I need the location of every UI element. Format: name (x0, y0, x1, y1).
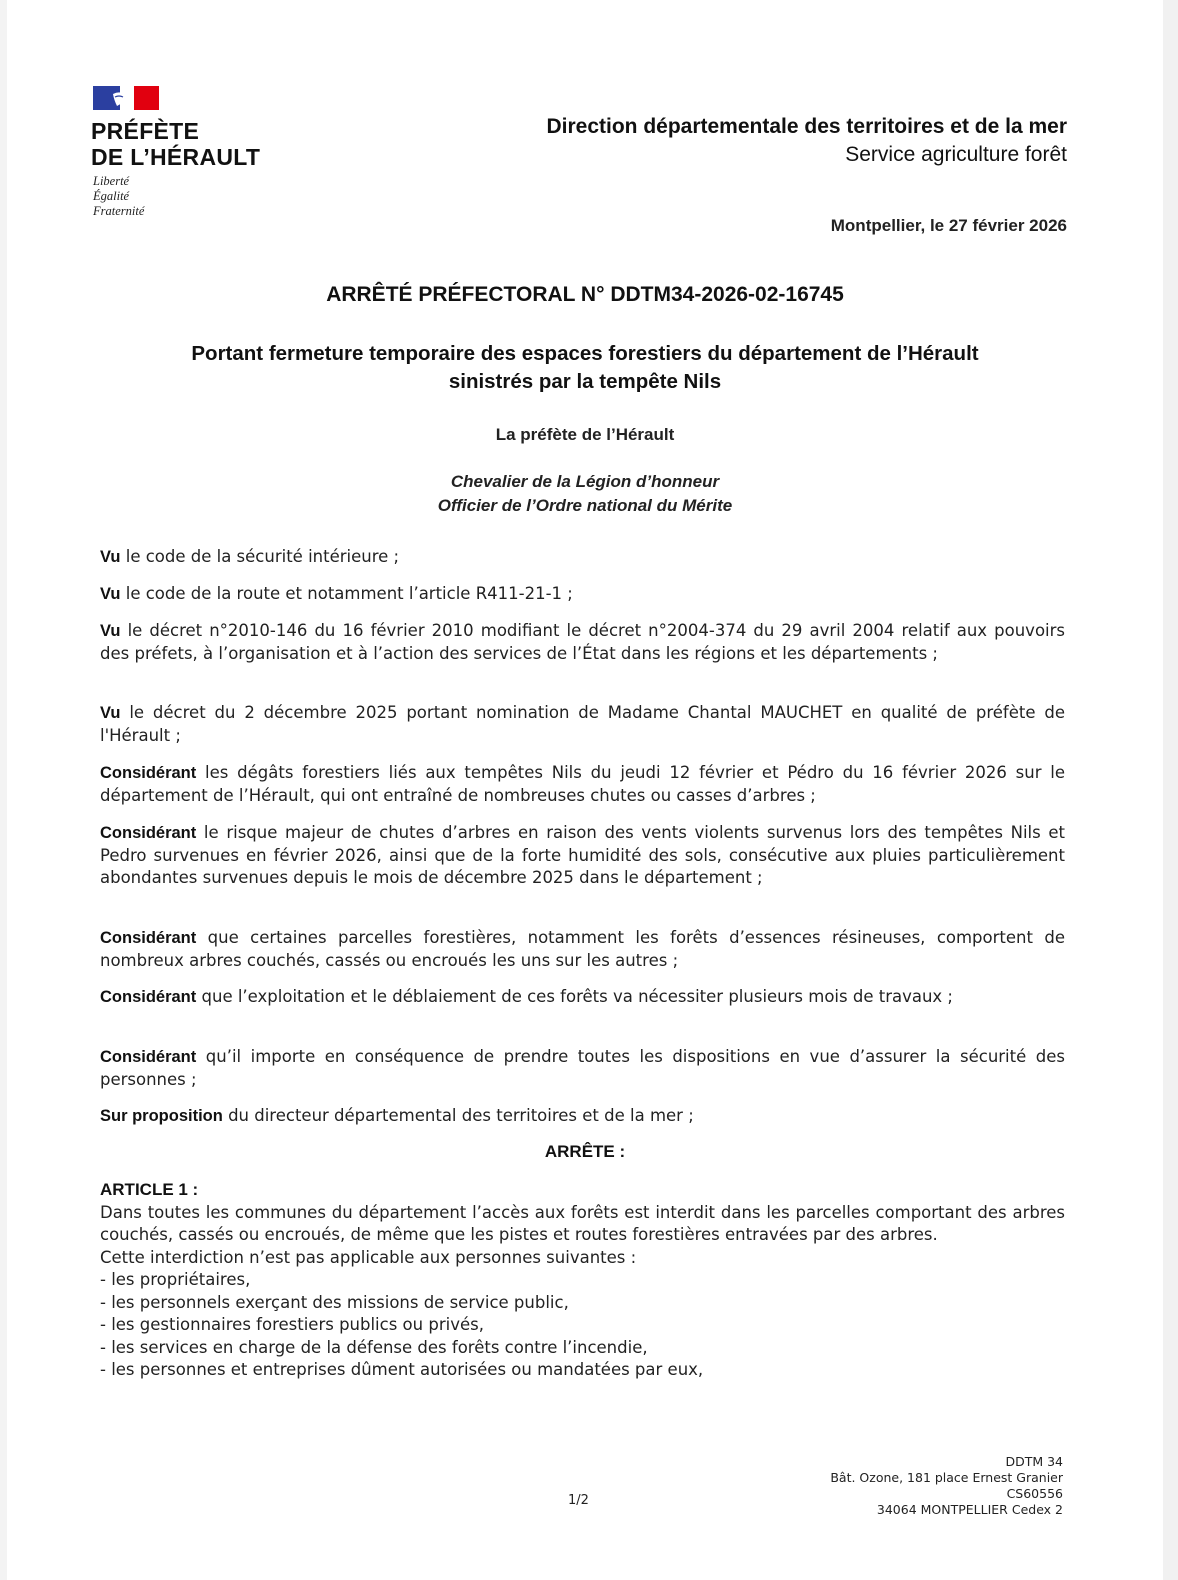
document-page (7, 0, 1163, 1580)
considerant-4: Considérant que l’exploitation et le déblaiement de ces forêts va nécessiter plusieurs mois de travaux ; (100, 987, 953, 1006)
page-edge (1163, 0, 1178, 1580)
article-1-title: ARTICLE 1 : (100, 1180, 199, 1199)
arrete-heading: ARRÊTE : (544, 1142, 626, 1161)
visa-1: Vu le code de la sécurité intérieure ; (100, 547, 400, 566)
exceptions-list (100, 1247, 1065, 1382)
page-number: 1/2 (568, 1493, 589, 1508)
footer-address: DDTM 34 Bât. Ozone, 181 place Ernest Granier CS60556 34064 MONTPELLIER Cedex 2 (830, 1454, 1063, 1517)
considerant-5: Considérant qu’il importe en conséquence de prendre toutes les dispositions en vue d’assurer la sécurité des personnes ; (100, 1047, 1065, 1089)
visa-3: Vu le décret n°2010-146 du 16 février 2010 modifiant le décret n°2004-374 du 29 avril 2004 relatif aux pouvoirs des préfets, à l’organisation et à l’action des services de l’État dans les régions et les départements ; (100, 621, 1065, 663)
list-item: - les services en charge de la défense des forêts contre l’incendie, (100, 1337, 648, 1357)
considerant-1: Considérant les dégâts forestiers liés aux tempêtes Nils du jeudi 12 février et Pédro du 16 février 2026 sur le département de l’Hérault, qui ont entraîné de nombreuses chutes ou casses d’arbres ; (100, 763, 1065, 805)
decree-subtitle: Portant fermeture temporaire des espaces forestiers du département de l’Hérault sinistrés par la tempête Nils (191, 342, 979, 393)
proposal: Sur proposition du directeur départemental des territoires et de la mer ; (100, 1106, 694, 1125)
list-item: - les personnels exerçant des missions de service public, (100, 1292, 569, 1312)
authority: La préfète de l’Hérault (495, 425, 675, 444)
decree-title: ARRÊTÉ PRÉFECTORAL N° DDTM34-2026-02-16745 (326, 283, 844, 306)
article-1 (100, 1179, 1065, 1382)
republic-motto: Liberté Égalité Fraternité (93, 174, 145, 218)
visa-2: Vu le code de la route et notamment l’article R411-21-1 ; (100, 584, 573, 603)
considerant-2: Considérant le risque majeur de chutes d’arbres en raison des vents violents survenus lors des tempêtes Nils et Pedro survenues en février 2026, ainsi que de la forte humidité des sols, consécutive aux pluies particulièrement abondantes survenues depuis le mois de décembre 2025 dans le département ; (100, 823, 1065, 887)
list-item: - les personnes et entreprises dûment autorisées ou mandatées par eux, (100, 1360, 704, 1379)
article-1-paragraph: Dans toutes les communes du département l’accès aux forêts est interdit dans les parcelles comportant des arbres couchés, cassés ou encroués, de même que les pistes et routes forestières entravées par des arbres. (100, 1202, 1065, 1244)
list-item: - les propriétaires, (100, 1270, 251, 1289)
visa-4: Vu le décret du 2 décembre 2025 portant nomination de Madame Chantal MAUCHET en qualité de préfète de l'Hérault ; (100, 703, 1065, 745)
exceptions-intro: Cette interdiction n’est pas applicable aux personnes suivantes : (100, 1247, 637, 1267)
marianne-flag-icon (93, 86, 159, 110)
direction-name: Direction départementale des territoires et de la mer (546, 115, 1067, 138)
issuing-direction (546, 113, 1067, 169)
considerant-3: Considérant que certaines parcelles forestières, notamment les forêts d’essences résineuses, comportent de nombreux arbres couchés, cassés ou encroués les uns sur les autres ; (100, 928, 1065, 970)
authority-honors: Chevalier de la Légion d’honneur Officier de l’Ordre national du Mérite (437, 472, 733, 515)
institution-name: PRÉFÈTE DE L’HÉRAULT (91, 118, 261, 170)
service-name: Service agriculture forêt (845, 143, 1067, 166)
place-date: Montpellier, le 27 février 2026 (830, 216, 1067, 235)
list-item: - les gestionnaires forestiers publics ou privés, (100, 1315, 484, 1334)
